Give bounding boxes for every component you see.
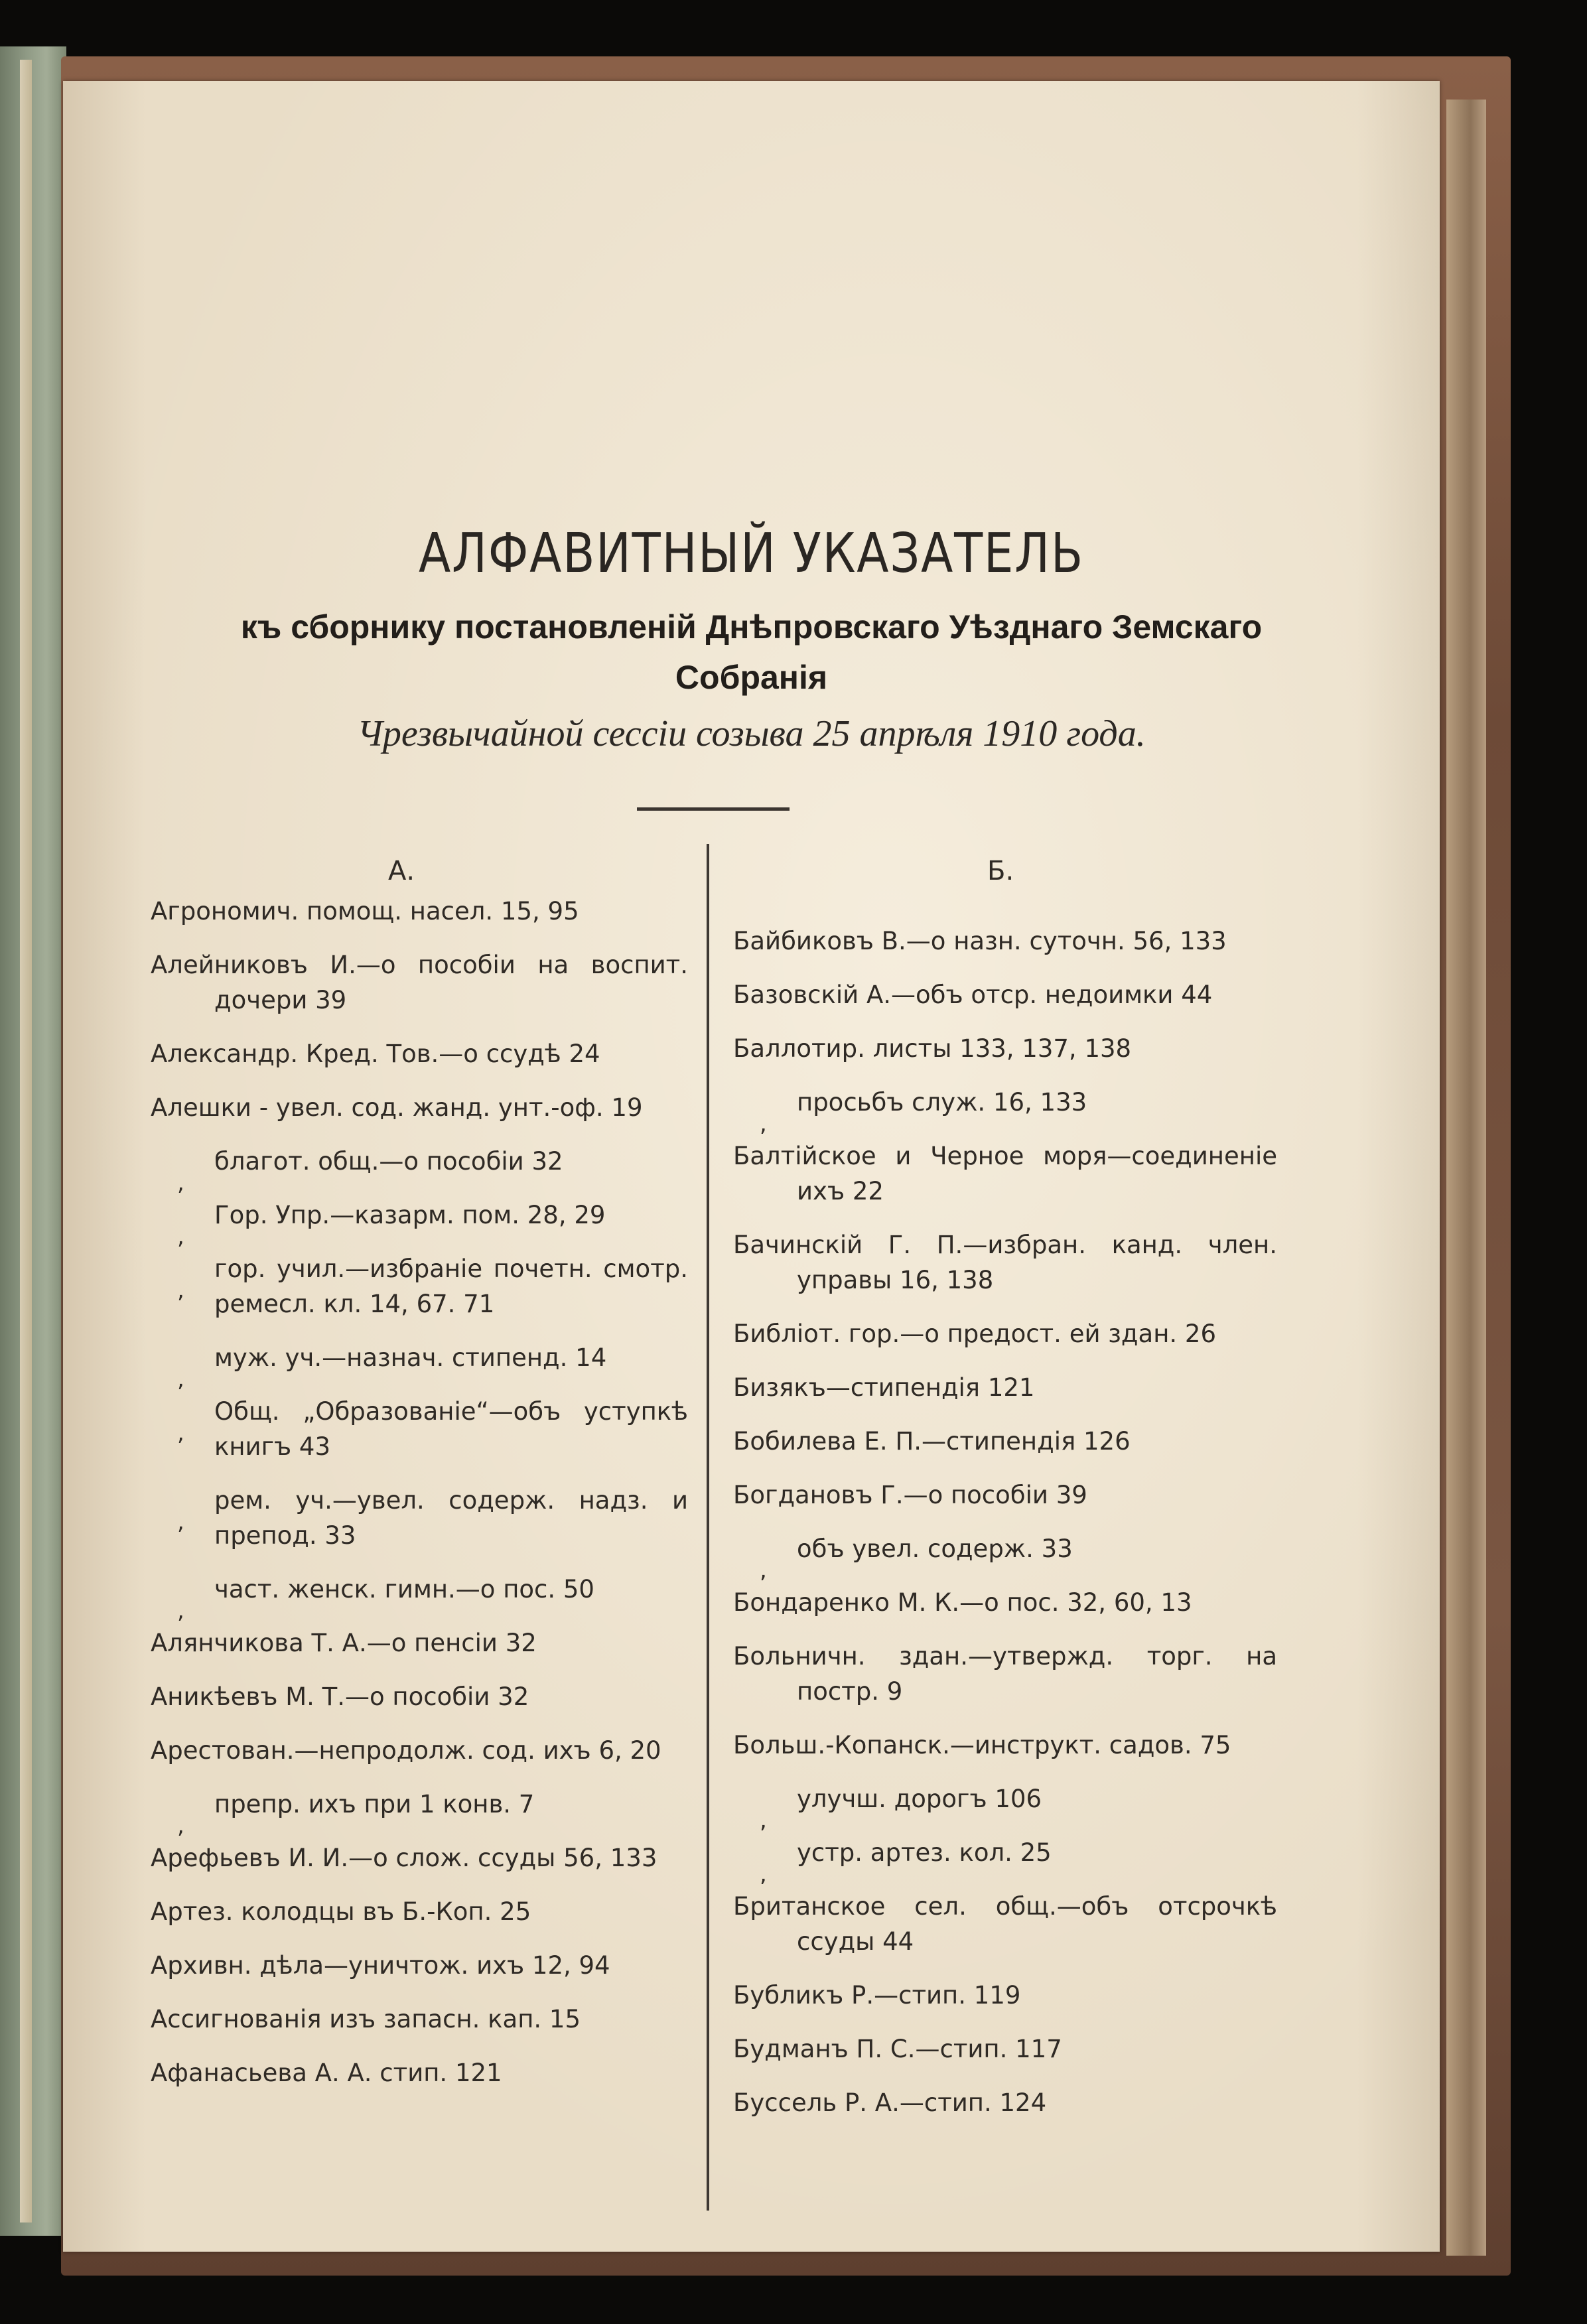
- index-entry: [151, 894, 688, 929]
- index-entry-text: Больш.-Копанск.—инструкт. садов. 75: [733, 1731, 1231, 1759]
- index-entry: [151, 947, 688, 1018]
- index-entry: [733, 1728, 1277, 1763]
- index-entry: , просьбъ служ. 16, 133: [760, 1088, 1087, 1137]
- index-entry: , рем. уч.—увел. содерж. надз. и препод. 33: [177, 1486, 688, 1550]
- index-entry: [151, 1948, 688, 1983]
- index-entry: [733, 1978, 1277, 2013]
- index-column-b: [733, 923, 1277, 2139]
- index-entry-text: Бачинскій Г. П.—избран. канд. член. управы 16, 138: [733, 1231, 1277, 1294]
- index-entry-text: улучш. дорогъ 106: [797, 1785, 1042, 1813]
- index-entry-text: Баллотир. листы 133, 137, 138: [733, 1034, 1132, 1063]
- index-entry: , благот. общ.—о пособіи 32: [177, 1147, 563, 1196]
- index-entry-text: Буссель Р. А.—стип. 124: [733, 2088, 1047, 2117]
- index-entry-text: Афанасьева А. А. стип. 121: [151, 2059, 502, 2087]
- index-entry-text: Ассигнованія изъ запасн. кап. 15: [151, 2005, 581, 2033]
- index-entry: , гор. учил.—избраніе почетн. смотр. ремесл. кл. 14, 67. 71: [177, 1255, 688, 1318]
- index-entry-text: объ увел. содерж. 33: [797, 1535, 1073, 1563]
- index-entry: , улучш. дорогъ 106: [760, 1785, 1042, 1834]
- index-entry: [151, 1625, 688, 1661]
- index-entry: [733, 977, 1277, 1012]
- page-subtitle: [63, 602, 1440, 703]
- index-entry-text: Гор. Упр.—казарм. пом. 28, 29: [214, 1201, 606, 1229]
- index-entry: [151, 2055, 688, 2090]
- index-entry-text: Арестован.—непродолж. сод. ихъ 6, 20: [151, 1736, 661, 1765]
- index-entry-text: благот. общ.—о пособіи 32: [214, 1147, 563, 1176]
- index-entry: [733, 1138, 1277, 1209]
- index-entry-text: Артез. колодцы въ Б.-Коп. 25: [151, 1897, 531, 1926]
- index-entry-text: Алешки - увел. сод. жанд. унт.-оф. 19: [151, 1093, 643, 1122]
- index-entry-text: Байбиковъ В.—о назн. суточн. 56, 133: [733, 927, 1227, 955]
- book-spine: [0, 46, 66, 2236]
- index-entry: , Гор. Упр.—казарм. пом. 28, 29: [177, 1201, 606, 1250]
- index-entry: , част. женск. гимн.—о пос. 50: [177, 1575, 594, 1624]
- index-entry-text: Богдановъ Г.—о пособіи 39: [733, 1481, 1087, 1509]
- index-entry: [151, 1840, 688, 1876]
- index-entry: [733, 2085, 1277, 2120]
- subtitle-line-2: Собранія: [675, 659, 828, 696]
- index-entry-text: Библіот. гор.—о предост. ей здан. 26: [733, 1320, 1216, 1348]
- index-entry-text: Бондаренко М. К.—о пос. 32, 60, 13: [733, 1588, 1192, 1617]
- index-entry-text: Алянчикова Т. А.—о пенсіи 32: [151, 1629, 537, 1657]
- index-entry-text: Балтійское и Черное моря—соединеніе ихъ 22: [733, 1142, 1277, 1205]
- index-entry-text: Алейниковъ И.—о пособіи на воспит. дочери 39: [151, 951, 688, 1014]
- index-entry: [151, 2002, 688, 2037]
- index-entry: [733, 1370, 1277, 1405]
- index-entry-text: Бизякъ—стипендія 121: [733, 1373, 1035, 1402]
- index-entry: [151, 1036, 688, 1071]
- index-entry-text: Арефьевъ И. И.—о слож. ссуды 56, 133: [151, 1844, 657, 1872]
- index-entry-text: просьбъ служ. 16, 133: [797, 1088, 1087, 1117]
- section-letter-a: А.: [388, 856, 415, 886]
- index-entry-text: гор. учил.—избраніе почетн. смотр. ремесл. кл. 14, 67. 71: [214, 1255, 688, 1318]
- index-entry: [733, 1639, 1277, 1709]
- index-entry-text: Бобилева Е. П.—стипендія 126: [733, 1427, 1131, 1456]
- column-separator: [707, 844, 709, 2211]
- index-entry-text: препр. ихъ при 1 конв. 7: [214, 1790, 535, 1818]
- index-entry-text: Базовскій А.—объ отср. недоимки 44: [733, 981, 1213, 1009]
- index-entry: [733, 1585, 1277, 1620]
- index-entry: , муж. уч.—назнач. стипенд. 14: [177, 1343, 607, 1393]
- index-entry-text: Британское сел. общ.—объ отсрочкѣ ссуды 44: [733, 1892, 1277, 1956]
- index-column-a: [151, 894, 688, 2109]
- index-entry: [733, 923, 1277, 959]
- index-entry-text: част. женск. гимн.—о пос. 50: [214, 1575, 594, 1604]
- cover-edge: [1446, 100, 1486, 2256]
- index-entry: , Общ. „Образованіе“—объ уступкѣ книгъ 43: [177, 1397, 688, 1461]
- index-entry-text: устр. артез. кол. 25: [797, 1838, 1052, 1867]
- index-entry-text: Будманъ П. С.—стип. 117: [733, 2035, 1062, 2063]
- index-entry-text: Больничн. здан.—утвержд. торг. на постр. 9: [733, 1642, 1277, 1706]
- index-entry: [733, 1477, 1277, 1513]
- index-entry: , устр. артез. кол. 25: [760, 1838, 1052, 1887]
- index-entry: [151, 1733, 688, 1768]
- index-entry: , объ увел. содерж. 33: [760, 1535, 1073, 1584]
- index-entry: [733, 1889, 1277, 1959]
- subtitle-line-1: къ сборнику постановленій Днѣпровскаго Уѣзднаго Земскаго: [240, 608, 1263, 646]
- page-title: АЛФАВИТНЫЙ УКАЗАТЕЛЬ: [418, 522, 1085, 585]
- section-letter-b: Б.: [987, 856, 1014, 886]
- session-line: Чрезвычайной сессіи созыва 25 апрѣля 1910 года.: [357, 713, 1146, 754]
- index-entry: [733, 1227, 1277, 1298]
- index-entry-text: Агрономич. помощ. насел. 15, 95: [151, 897, 579, 925]
- index-entry-text: Александр. Кред. Тов.—о ссудѣ 24: [151, 1040, 600, 1068]
- index-entry: [733, 1316, 1277, 1351]
- index-entry-text: муж. уч.—назнач. стипенд. 14: [214, 1343, 607, 1372]
- index-entry: [151, 1894, 688, 1929]
- index-entry: , препр. ихъ при 1 конв. 7: [177, 1790, 535, 1839]
- spine-page-edges: [20, 60, 32, 2222]
- index-entry: [733, 1031, 1277, 1066]
- index-entry-text: рем. уч.—увел. содерж. надз. и препод. 33: [214, 1486, 688, 1550]
- document-page: [63, 81, 1440, 2252]
- index-entry-text: Аникѣевъ М. Т.—о пособіи 32: [151, 1682, 529, 1711]
- index-entry: [733, 1424, 1277, 1459]
- index-entry: [151, 1679, 688, 1714]
- index-entry: [151, 1090, 688, 1125]
- index-entry-text: Бубликъ Р.—стип. 119: [733, 1981, 1021, 2010]
- index-entry: [733, 2031, 1277, 2067]
- index-entry-text: Общ. „Образованіе“—объ уступкѣ книгъ 43: [214, 1397, 688, 1461]
- index-entry-text: Архивн. дѣла—уничтож. ихъ 12, 94: [151, 1951, 610, 1980]
- title-divider: [637, 807, 790, 811]
